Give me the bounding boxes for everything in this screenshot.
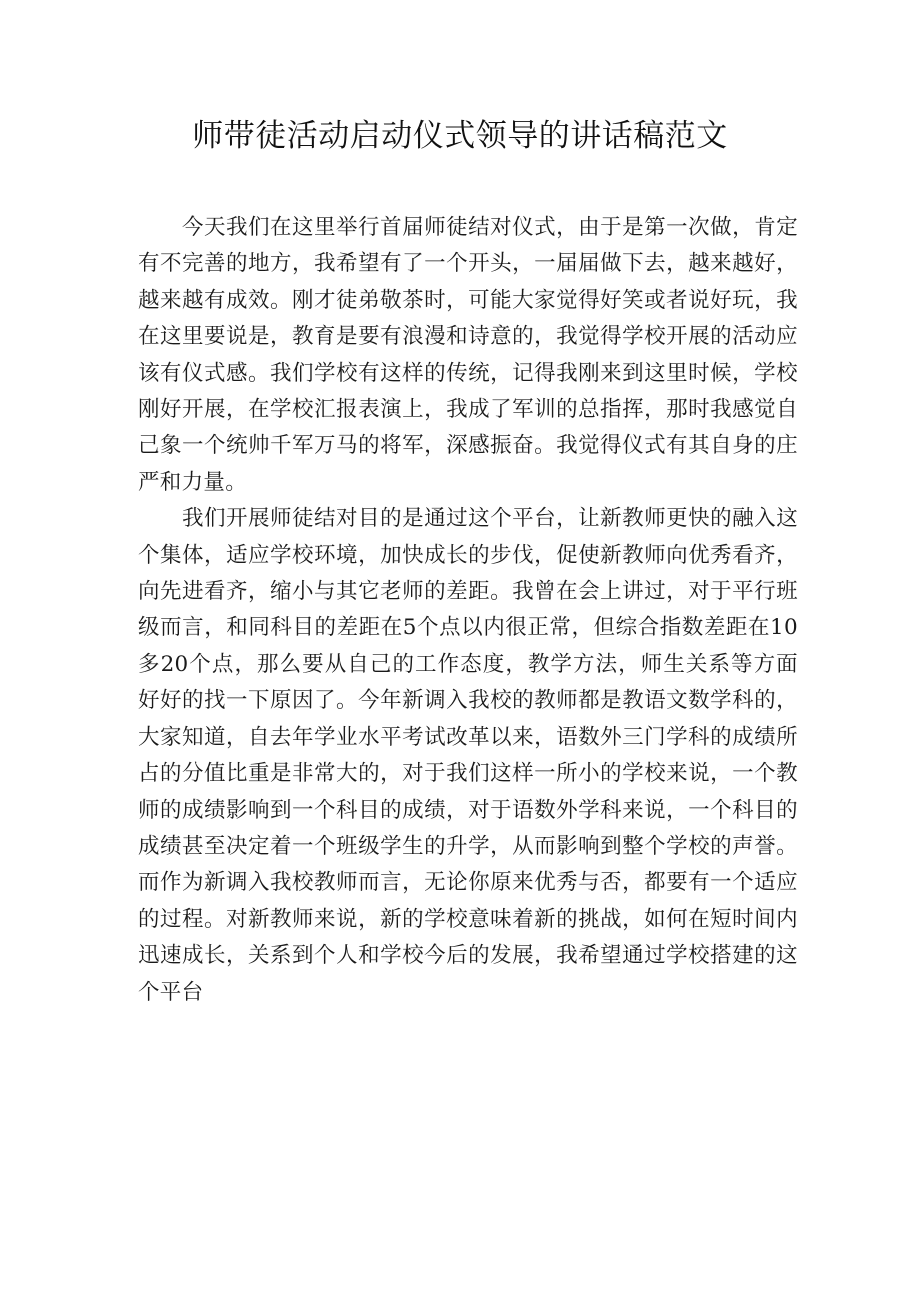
document-title: 师带徒活动启动仪式领导的讲话稿范文	[192, 118, 728, 154]
document-body	[138, 210, 798, 1011]
paragraph-2: 我们开展师徒结对目的是通过这个平台，让新教师更快的融入这个集体，适应学校环境，加快成长的步伐，促使新教师向优秀看齐，向先进看齐，缩小与其它老师的差距。我曾在会上讲过，对于平行班级而言，和同科目的差距在5个点以内很正常，但综合指数差距在10多20个点，那么要从自己的工作态度，教学方法，师生关系等方面好好的找一下原因了。今年新调入我校的教师都是教语文数学科的，大家知道，自去年学业水平考试改革以来，语数外三门学科的成绩所占的分值比重是非常大的，对于我们这样一所小的学校来说，一个教师的成绩影响到一个科目的成绩，对于语数外学科来说，一个科目的成绩甚至决定着一个班级学生的升学，从而影响到整个学校的声誉。而作为新调入我校教师而言，无论你原来优秀与否，都要有一个适应的过程。对新教师来说，新的学校意味着新的挑战，如何在短时间内迅速成长，关系到个人和学校今后的发展，我希望通过学校搭建的这个平台	[138, 506, 798, 1005]
paragraph-1: 今天我们在这里举行首届师徒结对仪式，由于是第一次做，肯定有不完善的地方，我希望有了一个开头，一届届做下去，越来越好，越来越有成效。刚才徒弟敬茶时，可能大家觉得好笑或者说好玩，我在这里要说是，教育是要有浪漫和诗意的，我觉得学校开展的活动应该有仪式感。我们学校有这样的传统，记得我刚来到这里时候，学校刚好开展，在学校汇报表演上，我成了军训的总指挥，那时我感觉自己象一个统帅千军万马的将军，深感振奋。我觉得仪式有其自身的庄严和力量。	[138, 215, 798, 495]
